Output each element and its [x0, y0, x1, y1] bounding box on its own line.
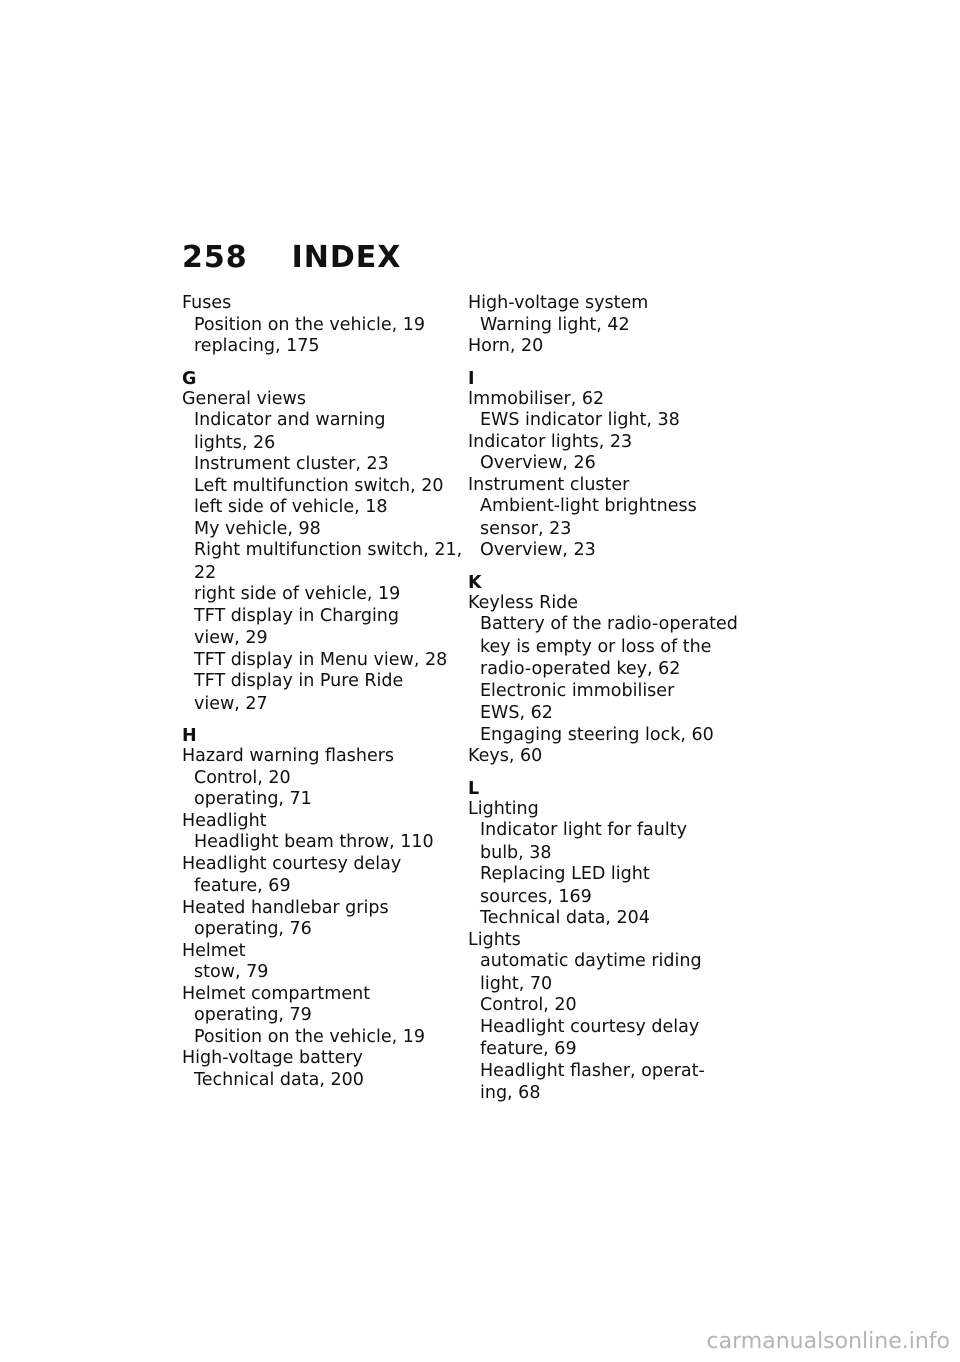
index-entry: Hazard warning flashers [182, 746, 395, 766]
index-subentry: Instrument cluster, 23 [194, 454, 389, 474]
page-number: 258 [182, 240, 248, 275]
index-entry: Helmet compartment [182, 983, 371, 1004]
index-entry: High-voltage battery [182, 1048, 363, 1068]
index-entry: High-voltage system [468, 293, 649, 313]
index-entry: General views [182, 388, 306, 409]
index-subentry: Left multifunction switch, 20 [194, 475, 444, 496]
index-subentry: TFT display in Pure Ride [194, 671, 404, 691]
index-subentry: left side of vehicle, 18 [194, 497, 388, 517]
index-entry-continuation: bulb, 38 [480, 842, 552, 863]
index-entry-continuation: sources, 169 [480, 886, 592, 907]
index-subentry: stow, 79 [194, 962, 269, 982]
index-entry-continuation: ing, 68 [480, 1083, 541, 1103]
index-column-right [468, 293, 746, 1105]
index-subentry: Right multifunction switch, 21, [194, 540, 463, 560]
index-subentry: Control, 20 [480, 995, 577, 1015]
index-entry-continuation: view, 27 [194, 693, 268, 714]
index-subentry: TFT display in Menu view, 28 [194, 649, 448, 670]
index-letter-heading: G [182, 368, 197, 389]
index-subentry: Headlight beam throw, 110 [194, 832, 434, 852]
index-subentry: My vehicle, 98 [194, 518, 321, 539]
index-entry-continuation: sensor, 23 [480, 518, 572, 539]
index-subentry: Overview, 26 [480, 453, 596, 473]
index-subentry: right side of vehicle, 19 [194, 584, 401, 604]
index-letter-heading: L [468, 778, 480, 799]
index-subentry: Battery of the radio-operated [480, 614, 738, 634]
page-header [182, 240, 401, 275]
index-subentry: Replacing LED light [480, 864, 650, 884]
index-subentry: Headlight flasher, operat- [480, 1060, 705, 1081]
index-entry: Lights [468, 929, 521, 950]
index-subentry: Engaging steering lock, 60 [480, 724, 714, 745]
index-entry: Lighting [468, 798, 539, 819]
index-subentry: replacing, 175 [194, 336, 320, 356]
index-entry-continuation: radio-operated key, 62 [480, 659, 681, 679]
index-entry-continuation: view, 29 [194, 628, 268, 648]
index-entry-continuation: lights, 26 [194, 432, 276, 453]
index-entry-continuation: feature, 69 [480, 1039, 577, 1059]
index-entry: Helmet [182, 940, 246, 961]
index-subentry: Position on the vehicle, 19 [194, 314, 426, 335]
index-entry: Keyless Ride [468, 592, 579, 613]
index-entry-continuation: 22 [194, 562, 217, 583]
index-subentry: Control, 20 [194, 767, 291, 788]
index-subentry: Technical data, 204 [480, 908, 650, 928]
index-entry: Horn, 20 [468, 336, 544, 356]
index-column-left [182, 293, 463, 1091]
index-subentry: Headlight courtesy delay [480, 1016, 700, 1037]
index-entry: Heated handlebar grips [182, 897, 389, 918]
index-entry: Headlight [182, 810, 267, 831]
index-letter-heading: K [468, 572, 482, 593]
index-subentry: operating, 79 [194, 1005, 312, 1025]
footer-watermark[interactable]: carmanualsonline.info [706, 1329, 950, 1354]
index-entry: Headlight courtesy delay [182, 853, 402, 874]
index-subentry: Position on the vehicle, 19 [194, 1026, 426, 1047]
index-entry: Fuses [182, 293, 232, 313]
index-subentry: operating, 71 [194, 789, 312, 809]
index-subentry: Ambient-light brightness [480, 496, 697, 516]
index-subentry: automatic daytime riding [480, 951, 702, 971]
index-entry: Instrument cluster [468, 474, 630, 495]
index-subentry: TFT display in Charging [194, 605, 400, 626]
index-letter-heading: H [182, 726, 197, 746]
index-entry: Indicator lights, 23 [468, 431, 633, 452]
index-subentry: Overview, 23 [480, 540, 596, 560]
index-entry-continuation: key is empty or loss of the [480, 636, 712, 657]
index-entry-continuation: EWS, 62 [480, 703, 553, 723]
index-subentry: Warning light, 42 [480, 314, 630, 335]
index-entry-continuation: feature, 69 [194, 876, 291, 896]
index-subentry: EWS indicator light, 38 [480, 410, 680, 430]
index-letter-heading: I [468, 368, 475, 389]
index-subentry: Indicator light for faulty [480, 820, 687, 840]
page-title: INDEX [291, 240, 402, 275]
index-subentry: Indicator and warning [194, 410, 386, 430]
index-entry-continuation: light, 70 [480, 973, 553, 994]
index-subentry: Electronic immobiliser [480, 680, 675, 701]
index-entry: Immobiliser, 62 [468, 388, 605, 409]
index-subentry: Technical data, 200 [194, 1069, 364, 1090]
index-subentry: operating, 76 [194, 919, 312, 939]
index-entry: Keys, 60 [468, 746, 543, 766]
